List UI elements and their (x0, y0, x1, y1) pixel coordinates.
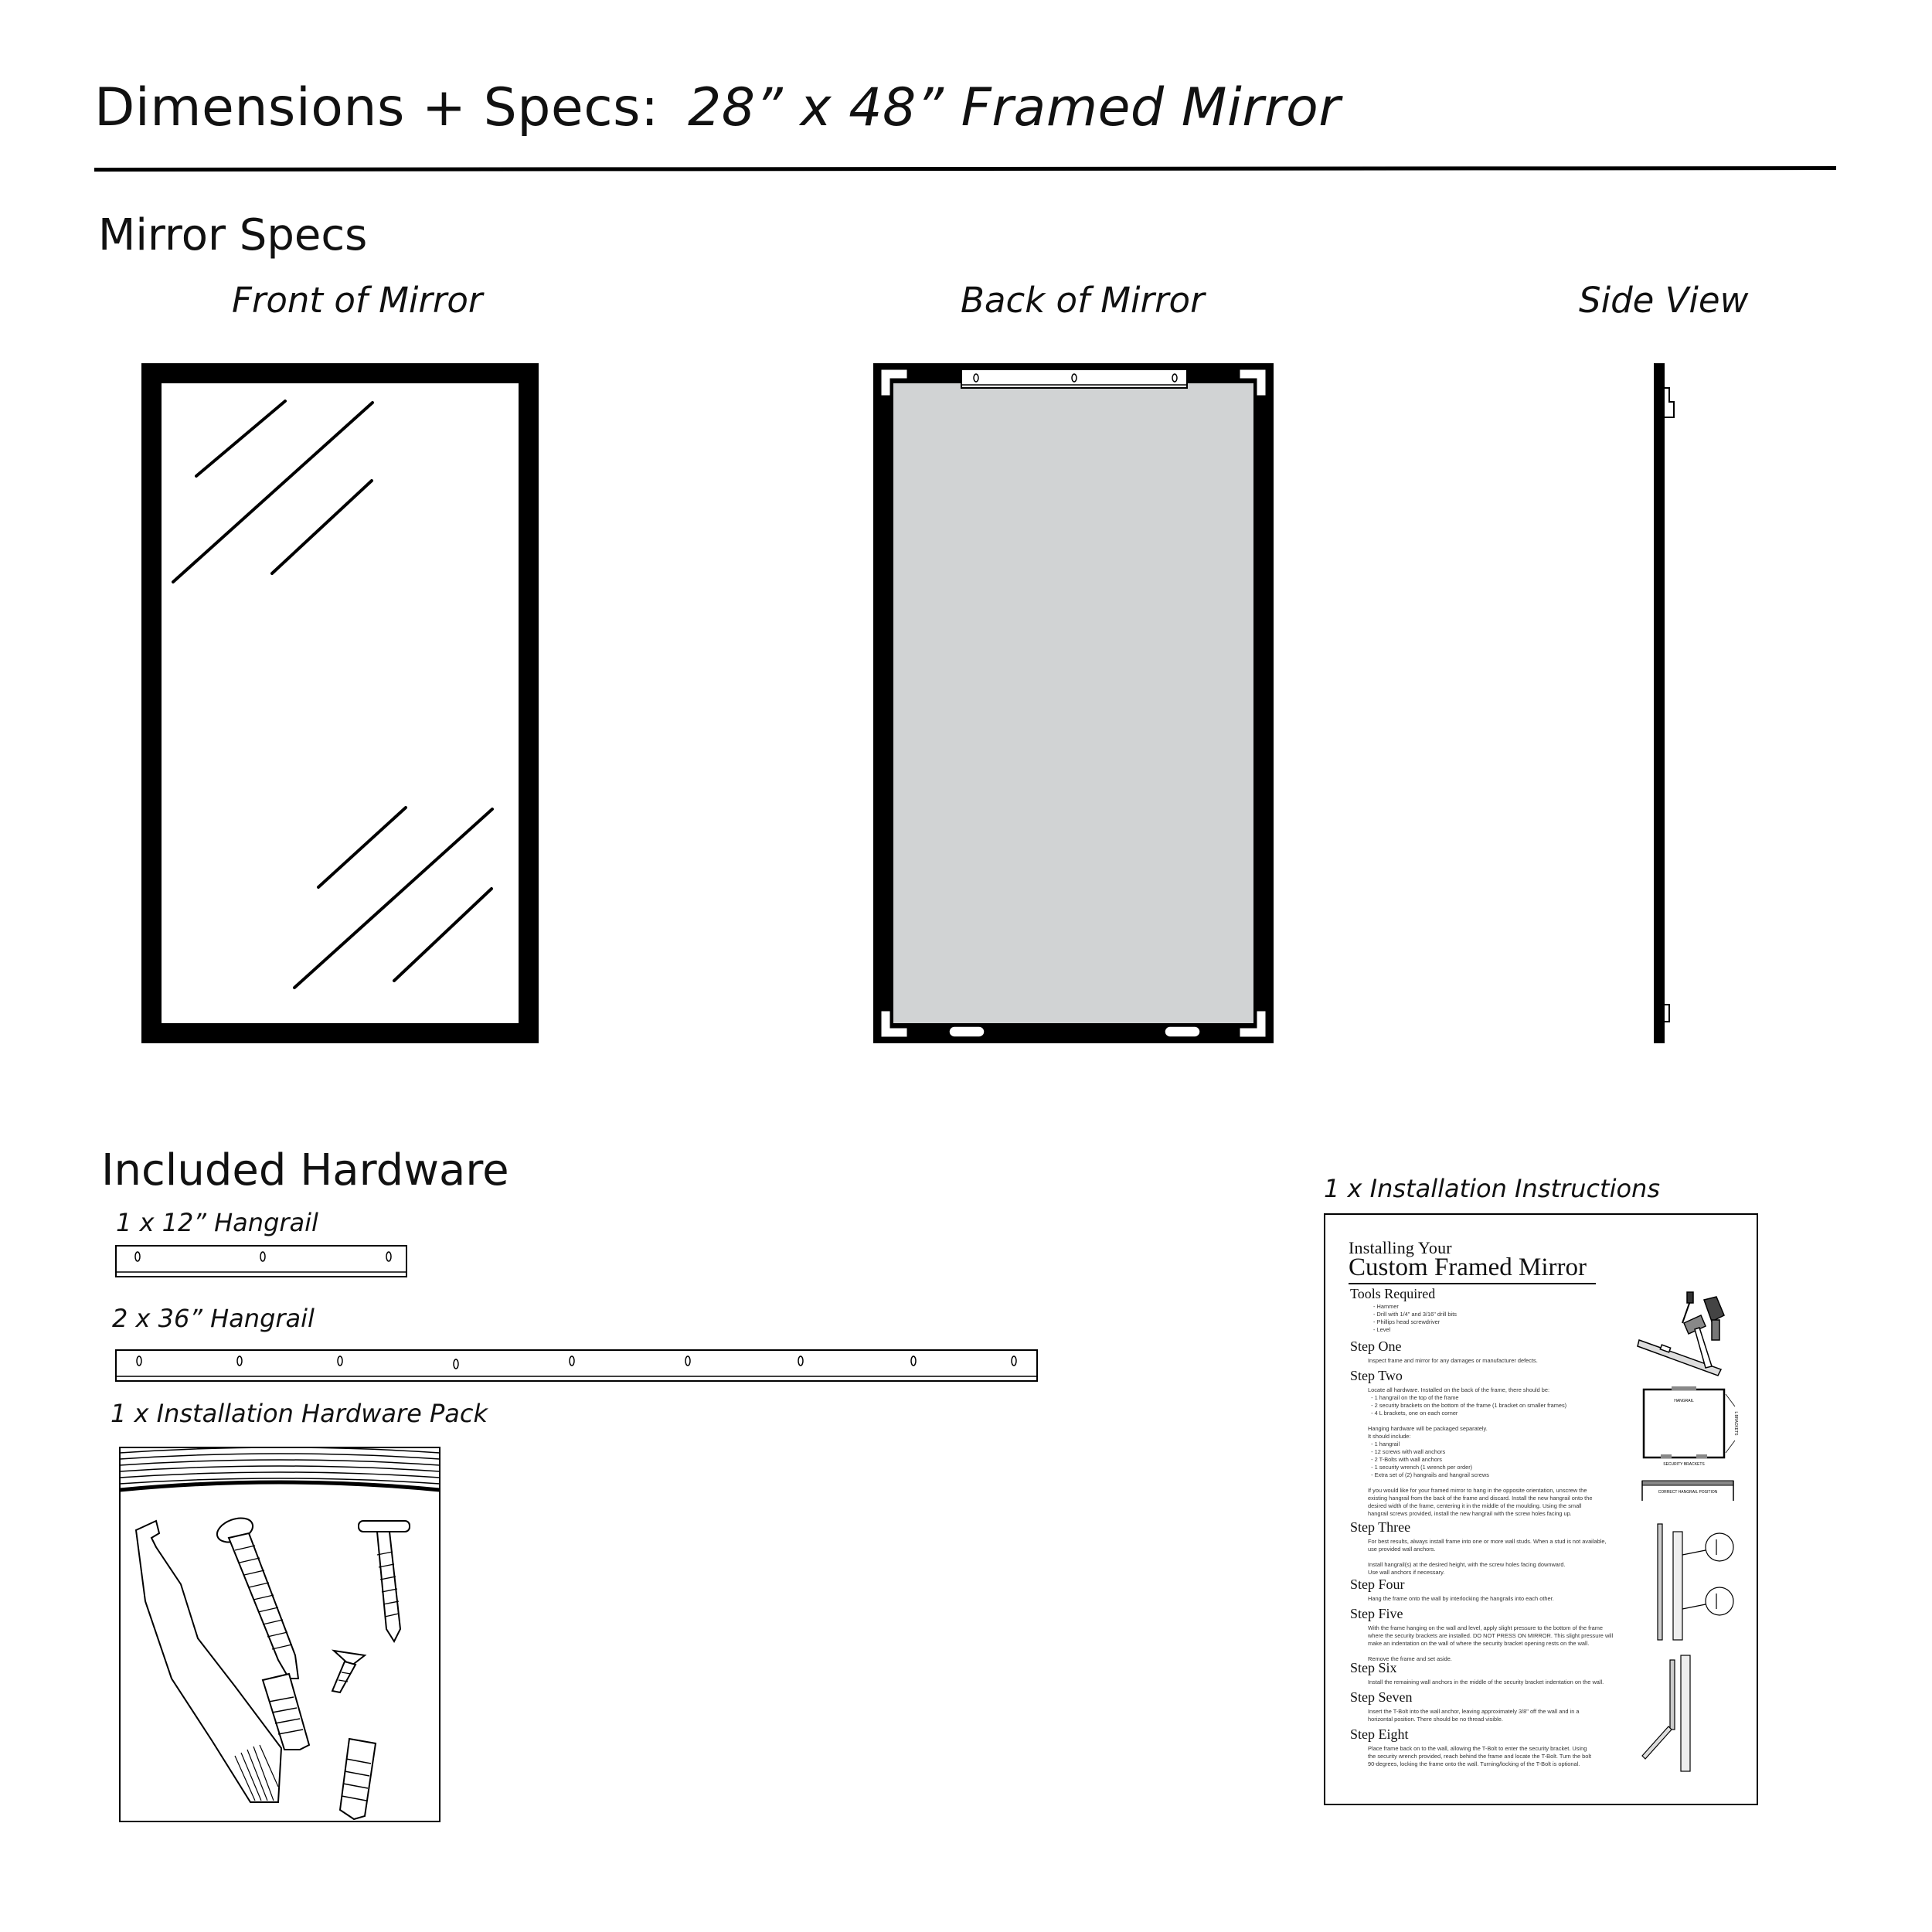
security-brackets-diagram-label: SECURITY BRACKETS (1663, 1462, 1705, 1467)
correct-position-diagram-label: CORRECT HANGRAIL POSITION (1658, 1490, 1718, 1495)
mirror-side-drawing (1646, 363, 1677, 1043)
hardware-pack-label: 1 x Installation Hardware Pack (111, 1399, 488, 1428)
back-view-label: Back of Mirror (961, 280, 1205, 321)
side-view-label: Side View (1579, 280, 1749, 321)
brackets-diagram-label: L BRACKETS (1733, 1411, 1738, 1436)
step3-text: For best results, always install frame into one or more wall studs. When a stud is not available, use provided wall anchors. Install hangrail(s) at the desired height, with the screw holes facing downward. Use wall anchors if necessary. (1368, 1538, 1607, 1576)
front-view-label: Front of Mirror (232, 280, 483, 321)
mirror-specs-heading: Mirror Specs (98, 210, 368, 260)
step2-text: Locate all hardware. Installed on the back of the frame, there should be: - 1 hangrail on the top of the frame - 2 security brackets on the bottom of the frame (1 bracket on smaller frames) - 4 L brackets, one on each corner Hanging hardware will be packaged separately. It should include: - 1 hangrail - 12 screws with wall anchors - 2 T-Bolts with wall anchors - 1 security wrench (1 wrench per order) - Extra set of (2) hangrails and hangrail screws If you would like for your framed mirror to hang in the opposite orientation, unscrew the existing hangrail from the back of the frame and discard. Install the new hangrail onto the desired width of the frame, centering it in the middle of the moulding. Using the small hangrail screws provided, install the new hangrail with the screw holes facing up. (1368, 1386, 1593, 1517)
instructions-label: 1 x Installation Instructions (1324, 1174, 1660, 1203)
doc-title-line2: Custom Framed Mirror (1349, 1253, 1587, 1281)
step1-text: Inspect frame and mirror for any damages or manufacturer defects. (1368, 1357, 1538, 1364)
step7-heading: Step Seven (1350, 1689, 1413, 1705)
hangrail-36-label: 2 x 36” Hangrail (112, 1304, 315, 1333)
step4-heading: Step Four (1350, 1577, 1405, 1592)
tools-icon (1638, 1292, 1730, 1377)
hangrail-36-drawing (114, 1349, 1039, 1384)
step6-heading: Step Six (1350, 1660, 1397, 1675)
frame-diagram (1638, 1383, 1746, 1470)
tools-list: - Hammer - Drill with 1/4" and 3/16" drill bits - Phillips head screwdriver - Level (1373, 1303, 1457, 1333)
step6-text: Install the remaining wall anchors in the middle of the security bracket indentation on the wall. (1368, 1679, 1604, 1685)
hangrail-12-drawing (114, 1244, 408, 1280)
tools-heading: Tools Required (1350, 1286, 1436, 1301)
doc-title-line1: Installing Your (1349, 1238, 1452, 1257)
header-divider (94, 166, 1836, 172)
included-hardware-heading: Included Hardware (101, 1145, 509, 1196)
step7-text: Insert the T-Bolt into the wall anchor, leaving approximately 3/8" off the wall and in a horizontal position. There should be no thread visible. (1368, 1708, 1580, 1723)
page-title: Dimensions + Specs: (94, 77, 659, 138)
step1-heading: Step One (1350, 1338, 1402, 1354)
product-title: 28” x 48” Framed Mirror (688, 77, 1341, 138)
step8-heading: Step Eight (1350, 1726, 1409, 1742)
wall-install-diagram (1634, 1524, 1750, 1779)
doc-title-rule (1349, 1283, 1596, 1284)
mirror-front-drawing (141, 363, 539, 1043)
hangrail-position-diagram (1638, 1478, 1738, 1509)
step5-heading: Step Five (1350, 1606, 1403, 1621)
instructions-sheet (1324, 1213, 1758, 1805)
step3-heading: Step Three (1350, 1519, 1411, 1535)
step8-text: Place frame back on to the wall, allowing the T-Bolt to enter the security bracket. Using the security wrench provided, reach behind the frame and locate the T-Bolt. Turn the bolt 90-degrees, locking the frame onto the wall. Turning/locking of the T-Bolt is optional. (1368, 1745, 1592, 1767)
hardware-pack-drawing (119, 1447, 440, 1822)
step2-heading: Step Two (1350, 1368, 1403, 1383)
mirror-back-drawing (873, 363, 1274, 1043)
hangrail-12-label: 1 x 12” Hangrail (116, 1208, 318, 1237)
step4-text: Hang the frame onto the wall by interlocking the hangrails into each other. (1368, 1595, 1554, 1602)
hangrail-diagram-label: HANGRAIL (1674, 1399, 1694, 1403)
step5-text: With the frame hanging on the wall and level, apply slight pressure to the bottom of the frame where the security brackets are installed. DO NOT PRESS ON MIRROR. This slight pressure will make an indentation on the wall of where the security bracket opening rests on the wall. Remove the frame and set aside. (1368, 1624, 1614, 1662)
